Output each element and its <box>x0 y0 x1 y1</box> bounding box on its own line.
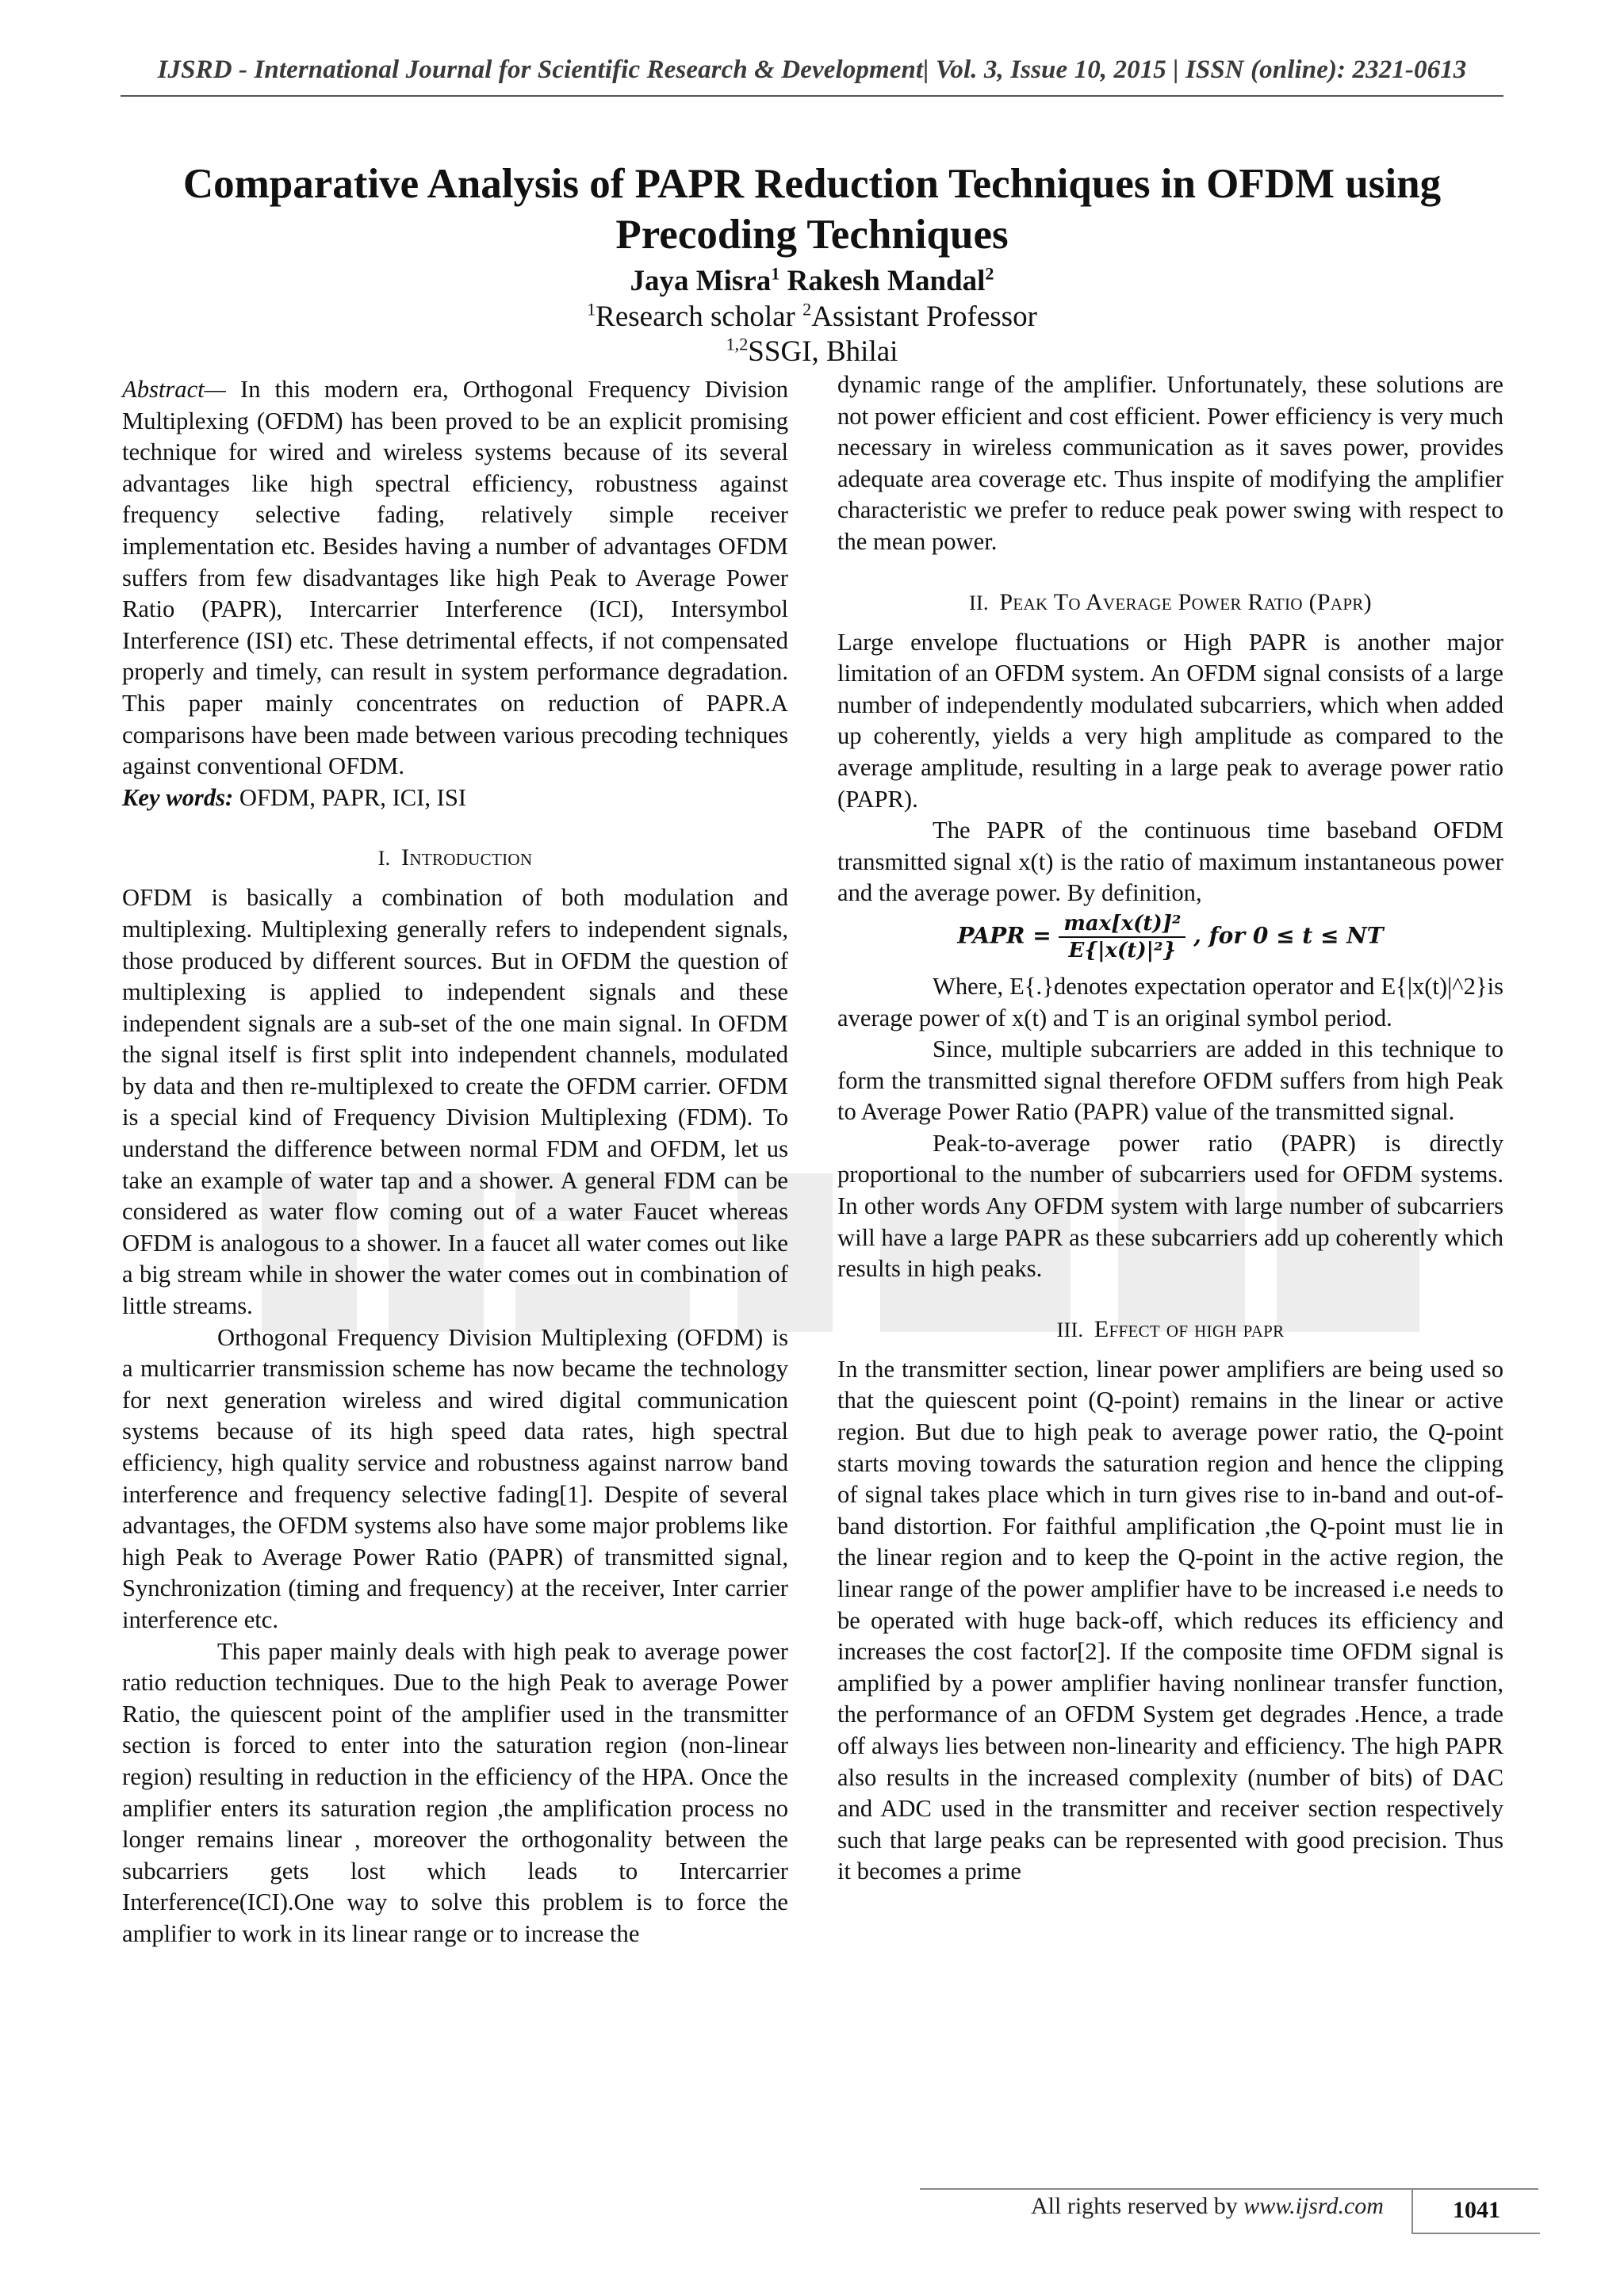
author-2-sup: 2 <box>985 263 994 284</box>
header-rule <box>121 95 1503 97</box>
section-3-title: Effect of high papr <box>1094 1315 1285 1342</box>
section-3-number: III. <box>1056 1318 1084 1341</box>
equation-rhs: , for 0 ≤ t ≤ NT <box>1193 922 1384 949</box>
right-column <box>837 369 1503 1888</box>
section-2-number: II. <box>969 591 989 614</box>
section-2-paragraph-4: Since, multiple subcarriers are added in this technique to form the transmitted signal therefore OFDM suffers from high Peak to Average Power Ratio (PAPR) value of the transmitted signal. <box>837 1035 1503 1126</box>
title-block <box>121 159 1503 369</box>
page-number: 1041 <box>1411 2188 1540 2234</box>
keywords-text: OFDM, PAPR, ICI, ISI <box>233 783 467 811</box>
inst-name: SSGI, Bhilai <box>748 335 898 368</box>
footer-rights-text: All rights reserved by <box>1031 2193 1244 2219</box>
section-1-paragraph-3: This paper mainly deals with high peak to average power ratio reduction techniques. Due to the high Peak to average Power Ratio, the quiescent point of the amplifier used in the transmitter section is forced to enter into the saturation region (non-linear region) resulting in reduction in the efficiency of the HPA. Once the amplifier enters its saturation region ,the amplification process no longer remains linear , moreover the orthogonality between the subcarriers gets lost which leads to Intercarrier Interference(ICI).One way to solve this problem is to force the amplifier to work in its linear range or to increase the <box>122 1637 788 1947</box>
section-1-title: Introduction <box>401 844 533 871</box>
abstract-text: In this modern era, Orthogonal Frequency Division Multiplexing (OFDM) has been proved to be an explicit promising technique for wired and wireless systems because of its several advantages like high spectral efficiency, robustness against frequency selective fading, relatively simple receiver implementation etc. Besides having a number of advantages OFDM suffers from few disadvantages like high Peak to Average Power Ratio (PAPR), Intercarrier Interference (ICI), Intersymbol Interference (ISI) etc. These detrimental effects, if not compensated properly and timely, can result in system performance degradation. This paper mainly concentrates on reduction of PAPR.A comparisons have been made between various precoding techniques against conventional OFDM. <box>122 376 788 780</box>
equation-fraction <box>1059 911 1185 963</box>
running-head: IJSRD - International Journal for Scientific Research & Development| Vol. 3, Issue 10, 2015 | ISSN (online): 2321-0613 <box>157 55 1467 84</box>
section-1-paragraph-2: Orthogonal Frequency Division Multiplexing (OFDM) is a multicarrier transmission scheme has now became the technology for next generation wireless and wired digital communication systems because of its high speed data rates, high spectral efficiency, high quality service and robustness against narrow band interference and frequency selective fading[1]. Despite of several advantages, the OFDM systems also have some major problems like high Peak to Average Power Ratio (PAPR) of transmitted signal, Synchronization (timing and frequency) at the receiver, Inter carrier interference etc. <box>122 1323 788 1633</box>
author-1: Jaya Misra <box>630 265 772 297</box>
institution <box>121 335 1503 369</box>
section-2-heading <box>837 587 1503 619</box>
affil-1-sup: 1 <box>587 299 596 320</box>
equation-numerator: max[x(t)]² <box>1059 911 1185 938</box>
keywords-label: Key words: <box>122 783 234 811</box>
section-3-heading <box>837 1314 1503 1346</box>
author-1-sup: 1 <box>771 263 780 284</box>
section-3-paragraph-1: In the transmitter section, linear power amplifiers are being used so that the quiescent point (Q-point) remains in the linear or active region. But due to high peak to average power ratio, the Q-point starts moving towards the saturation region and hence the clipping of signal takes place which in turn gives rise to in-band and out-of- band distortion. For faithful amplification ,the Q-point must lie in the linear region and to keep the Q-point in the active region, the linear range of the power amplifier have to be increased i.e needs to be operated with huge back-off, which reduces its efficiency and increases the cost factor[2]. If the composite time OFDM signal is amplified by a power amplifier having nonlinear transfer function, the performance of an OFDM System get degrades .Hence, a trade off always lies between non-linearity and efficiency. The high PAPR also results in the increased complexity (number of bits) of DAC and ADC used in the transmitter and receiver section respectively such that large peaks can be represented with good precision. Thus it becomes a prime <box>837 1355 1503 1885</box>
inst-sup: 1,2 <box>726 334 749 354</box>
section-1-number: I. <box>377 847 391 871</box>
papr-equation <box>837 911 1503 963</box>
equation-lhs: PAPR = <box>957 922 1059 949</box>
affil-2-sup: 2 <box>802 299 812 320</box>
section-1-paragraph-1: OFDM is basically a combination of both modulation and multiplexing. Multiplexing generally refers to independent signals, those produced by different sources. But in OFDM the question of multiplexing is applied to independent signals and these independent signals are a sub-set of the one main signal. In OFDM the signal itself is first split into independent channels, modulated by data and then re-multiplexed to create the OFDM carrier. OFDM is a special kind of Frequency Division Multiplexing (FDM). To understand the difference between normal FDM and OFDM, let us take an example of water tap and a shower. A general FDM can be considered as water flow coming out of a water Faucet whereas OFDM is analogous to a shower. In a faucet all water comes out like a big stream while in shower the water comes out in combination of little streams. <box>122 884 788 1320</box>
section-1-heading <box>122 842 788 874</box>
section-2-paragraph-1: Large envelope fluctuations or High PAPR is another major limitation of an OFDM system. An OFDM signal consists of a large number of independently modulated subcarriers, which when added up coherently, yields a very high amplitude as compared to the average amplitude, resulting in a large peak to average power ratio (PAPR). <box>837 628 1503 813</box>
left-column <box>122 374 788 1950</box>
section-2-paragraph-5: Peak-to-average power ratio (PAPR) is directly proportional to the number of subcarriers used for OFDM systems. In other words Any OFDM system with large number of subcarriers will have a large PAPR as these subcarriers add up coherently which results in high peaks. <box>837 1129 1503 1283</box>
equation-denominator: E{|x(t)|²} <box>1068 938 1177 962</box>
affiliations <box>121 300 1503 335</box>
paper-title: Comparative Analysis of PAPR Reduction Techniques in OFDM using Precoding Techniques <box>182 161 1442 258</box>
footer-rights <box>1031 2193 1384 2220</box>
abstract <box>122 374 788 783</box>
keywords <box>122 783 788 814</box>
section-2-paragraph-2: The PAPR of the continuous time baseband OFDM transmitted signal x(t) is the ratio of maximum instantaneous power and the average power. By definition, <box>837 817 1503 907</box>
abstract-label: Abstract— <box>122 376 226 403</box>
section-2-title: Peak To Average Power Ratio (Papr) <box>999 588 1372 615</box>
affil-1: Research scholar <box>596 300 803 333</box>
footer-site-link[interactable]: www.ijsrd.com <box>1243 2193 1384 2219</box>
section-1-paragraph-3-continued: dynamic range of the amplifier. Unfortunately, these solutions are not power efficient and cost efficient. Power efficiency is very much necessary in wireless communication as it saves power, provides adequate area coverage etc. Thus inspite of modifying the amplifier characteristic we prefer to reduce peak power swing with respect to the mean power. <box>837 371 1503 555</box>
author-2: Rakesh Mandal <box>787 265 986 297</box>
affil-2: Assistant Professor <box>811 300 1037 333</box>
section-2-paragraph-3: Where, E{.}denotes expectation operator and E{|x(t)|^2}is average power of x(t) and T is an original symbol period. <box>837 972 1503 1031</box>
authors <box>121 263 1503 300</box>
